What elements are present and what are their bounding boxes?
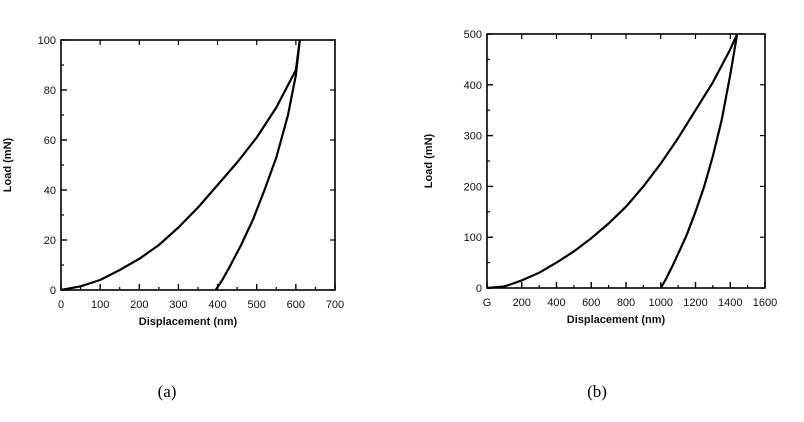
x-tick-label: 100	[90, 299, 110, 311]
panel-caption: (b)	[587, 382, 607, 401]
x-tick-label: 300	[169, 299, 188, 311]
x-tick-label: 0	[57, 299, 65, 311]
y-tick-label: 100	[37, 35, 56, 47]
panel-caption: (a)	[157, 382, 177, 401]
y-tick-label: 0	[475, 283, 482, 295]
y-tick-label: 40	[43, 185, 56, 197]
x-tick-label: 1600	[752, 297, 778, 309]
y-tick-label: 400	[463, 79, 482, 92]
x-tick-label: 400	[208, 299, 227, 311]
x-tick-label: 600	[286, 299, 306, 311]
y-tick-label: 500	[463, 29, 482, 41]
y-tick-label: 200	[463, 181, 482, 194]
loading-curve	[61, 40, 300, 290]
plot-frame	[61, 40, 335, 290]
chart-panel-b	[423, 29, 777, 401]
loading-curve	[487, 34, 737, 288]
x-tick-label: 1400	[718, 297, 743, 309]
unloading-curve	[216, 40, 300, 290]
y-tick-label: 20	[43, 235, 56, 247]
x-tick-label: 400	[547, 297, 566, 309]
x-axis-label: Displacement (nm)	[138, 316, 238, 328]
x-tick-label: 200	[130, 299, 149, 311]
x-tick-label: 800	[616, 297, 636, 309]
x-tick-label: 200	[512, 297, 531, 309]
y-axis-label: Load (mN)	[423, 133, 435, 189]
x-axis-label: Displacement (nm)	[566, 314, 666, 326]
x-tick-label: 600	[582, 297, 601, 309]
x-tick-label: 700	[325, 299, 345, 311]
plot-frame	[487, 34, 765, 288]
unloading-curve	[661, 34, 737, 288]
x-tick-label: G	[482, 297, 492, 309]
y-tick-label: 60	[43, 135, 56, 147]
x-tick-label: 1200	[683, 297, 708, 309]
y-tick-label: 100	[463, 232, 482, 245]
y-axis-label: Load (mN)	[2, 137, 14, 193]
chart-panel-a	[2, 35, 344, 401]
x-tick-label: 500	[247, 299, 266, 311]
y-tick-label: 80	[43, 85, 56, 97]
y-tick-label: 300	[463, 130, 482, 143]
y-tick-label: 0	[49, 285, 56, 297]
x-tick-label: 1000	[648, 297, 673, 309]
